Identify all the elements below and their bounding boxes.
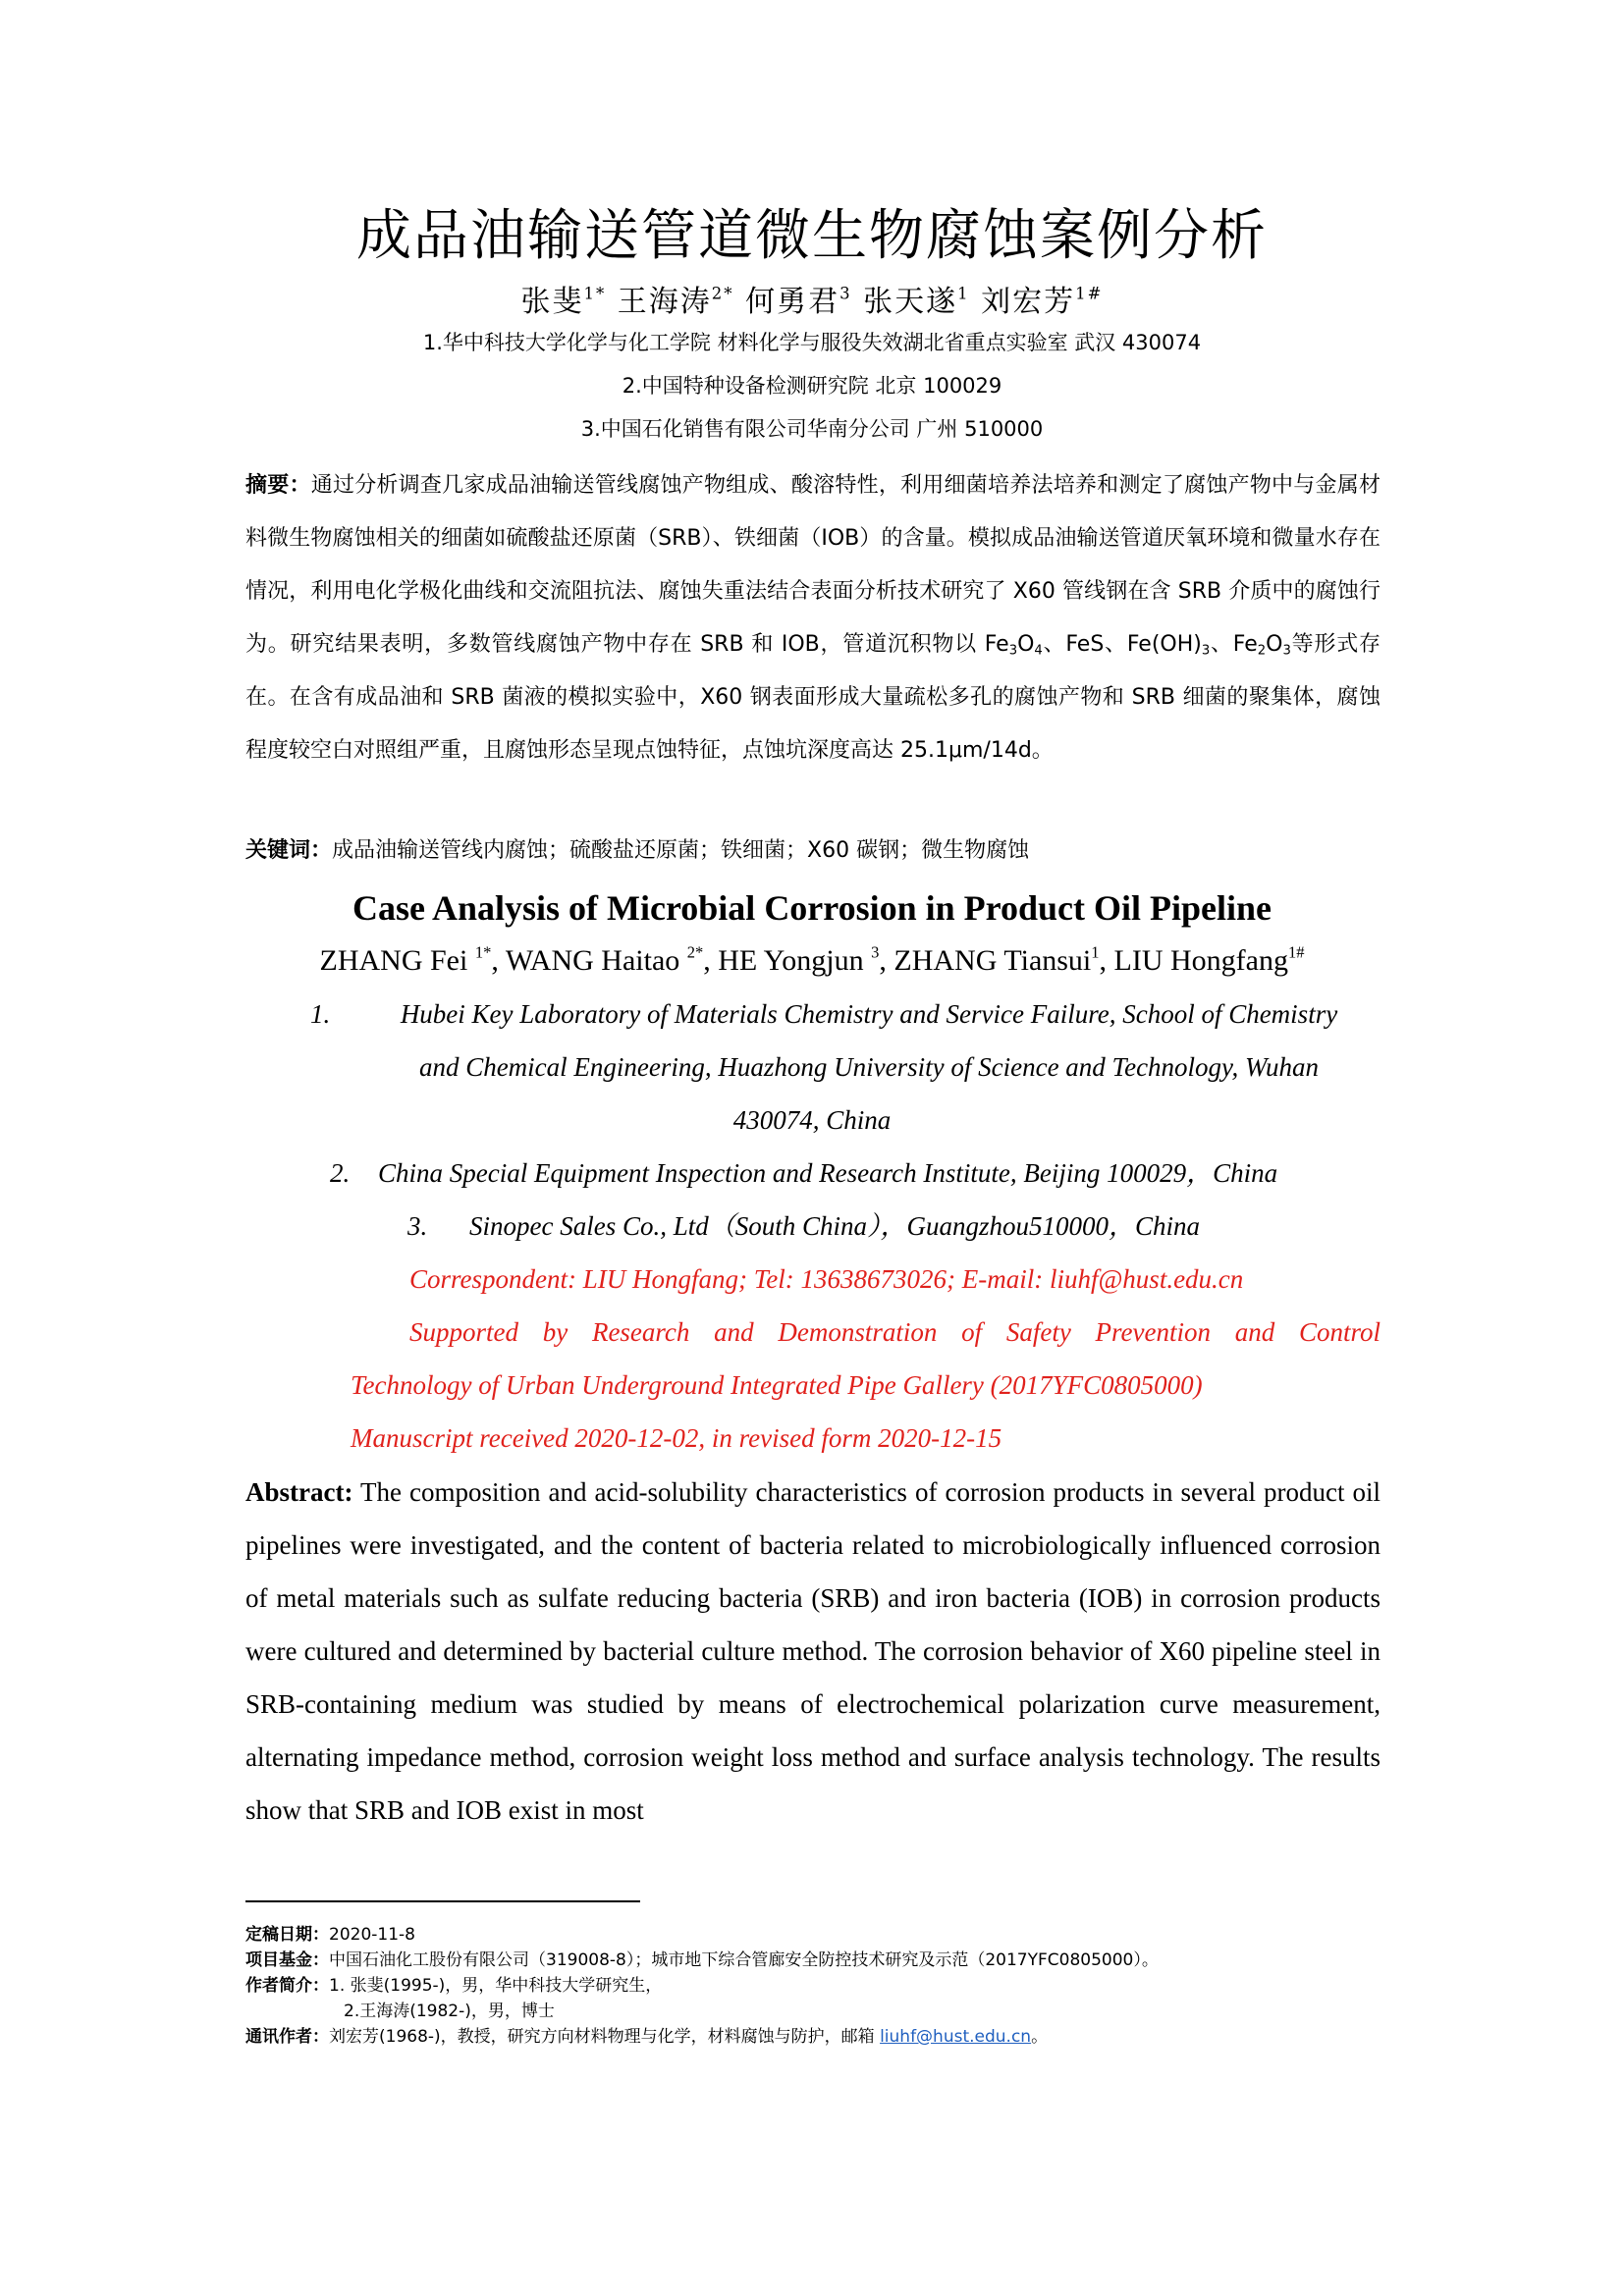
affiliation-en-2: China Special Equipment Inspection and Research Institute, Beijing 100029，China [378,1158,1278,1188]
funding-note-line2: Technology of Urban Underground Integrated Pipe Gallery (2017YFC0805000) [351,1370,1203,1400]
correspondent-note: Correspondent: LIU Hongfang; Tel: 13638673026; E-mail: liuhf@hust.edu.cn [409,1264,1244,1294]
footnote-label: 项目基金： [245,1950,329,1970]
abstract-en-text: The composition and acid-solubility characteristics of corrosion products in several product oil pipelines were investigated, and the content of bacteria related to microbiologically influenced corrosion of metal materials such as sulfate reducing bacteria (SRB) and iron bacteria (IOB) in corrosion products were cultured and determined by bacterial culture method. The corrosion behavior of X60 pipeline steel in SRB-containing medium was studied by means of electrochemical polarization curve measurement, alternating impedance method, corrosion weight loss method and surface analysis technology. The results show that SRB and IOB exist in most [245,1477,1380,1825]
affiliation-en-2-number: 2. [330,1158,351,1188]
separator: , [491,944,506,977]
footnote-value: 2020-11-8 [329,1925,415,1945]
abstract-cn-text: 、FeS、Fe(OH) [1042,632,1202,657]
author-mark: 2* [686,942,704,962]
affiliation-en-1-line2: and Chemical Engineering, Huazhong University of Science and Technology, Wuhan [418,1052,1320,1082]
author-name: 张斐 [520,285,584,319]
author-name: HE Yongjun [718,944,872,977]
manuscript-received-note: Manuscript received 2020-12-02, in revised form 2020-12-15 [351,1423,1002,1453]
footnote-bio-2: 2.王海涛(1982-)，男，博士 [344,2002,555,2021]
author-mark: 2* [711,284,734,303]
author-mark: 1# [1287,942,1305,962]
footnote-value: 刘宏芳(1968-)，教授，研究方向材料物理与化学，材料腐蚀与防护，邮箱 [329,2027,881,2047]
author-mark: 1* [474,942,492,962]
author-mark: 3 [839,284,852,303]
abstract-cn-text: O [1017,632,1035,657]
footnote-label: 通讯作者： [245,2027,329,2047]
subscript: 3 [1282,643,1291,659]
separator: , [879,944,894,977]
email-link[interactable]: liuhf@hust.edu.cn [880,2027,1032,2047]
abstract-cn-text: 等形式存在。在含有成品油和 SRB 菌液的模拟实验中，X60 钢表面形成大量疏松多孔的腐蚀产物和 SRB 细菌的聚集体，腐蚀程度较空白对照组严重，且腐蚀形态呈现点蚀特征，点蚀坑深度高达 25.1μm/14d。 [245,632,1380,763]
footnote-correspondent [245,2024,1380,2050]
keywords-cn-label: 关键词： [245,838,333,863]
footnote-value: 。 [1031,2027,1049,2047]
footnote-label: 定稿日期： [245,1925,329,1945]
footnote-label: 作者简介： [245,1976,329,1996]
footnote-date [245,1922,1380,1948]
abstract-cn [245,459,1380,777]
footnotes [245,1922,1380,2050]
keywords-cn-text: 成品油输送管线内腐蚀；硫酸盐还原菌；铁细菌；X60 碳钢；微生物腐蚀 [332,838,1030,863]
separator: , [1099,944,1114,977]
keywords-cn [245,825,1380,878]
abstract-cn-text: 、Fe [1210,632,1258,657]
author-name: 张天遂 [863,285,958,319]
author-name: WANG Haitao [505,944,687,977]
abstract-cn-label: 摘要： [245,473,311,498]
subscript: 2 [1257,643,1267,659]
footnote-value: 1. 张斐(1995-)，男，华中科技大学研究生， [329,1976,663,1996]
author-list-en [0,934,1624,988]
abstract-en [245,1466,1380,1837]
author-name: 王海涛 [617,285,712,319]
footnote-fund [245,1948,1380,1973]
paper-title-cn: 成品油输送管道微生物腐蚀案例分析 [356,204,1268,268]
author-name: LIU Hongfang [1113,944,1288,977]
abstract-en-label: Abstract: [245,1477,353,1507]
author-mark: 1* [583,284,607,303]
author-mark: 1# [1075,284,1104,303]
affiliation-en-1-line1: Hubei Key Laboratory of Materials Chemistry and Service Failure, School of Chemistry [400,999,1338,1029]
affiliation-en-1-number: 1. [310,999,331,1029]
separator: , [703,944,719,977]
author-name: ZHANG Fei [319,944,475,977]
subscript: 3 [1008,643,1018,659]
author-list-cn [0,283,1624,322]
author-mark: 3 [871,942,880,962]
affiliation-en-1-line3: 430074, China [732,1105,892,1135]
footnote-rule [245,1900,640,1902]
author-name: 何勇君 [745,285,840,319]
affiliation-cn-2: 2.中国特种设备检测研究院 北京 100029 [622,374,1002,398]
paper-title-en: Case Analysis of Microbial Corrosion in Product Oil Pipeline [352,888,1272,928]
author-name: 刘宏芳 [981,285,1076,319]
footnote-bio [245,1973,1380,1999]
author-mark: 1 [957,284,970,303]
affiliation-en-3-number: 3. [407,1211,428,1241]
abstract-cn-text: O [1266,632,1283,657]
subscript: 4 [1034,643,1043,659]
funding-note-line1: Supported by Research and Demonstration of Safety Prevention and Control [409,1317,1380,1347]
subscript: 3 [1201,643,1211,659]
abstract-cn-text: 通过分析调查几家成品油输送管线腐蚀产物组成、酸溶特性，利用细菌培养法培养和测定了腐蚀产物中与金属材料微生物腐蚀相关的细菌如硫酸盐还原菌（SRB）、铁细菌（IOB）的含量。模拟成品油输送管道厌氧环境和微量水存在情况，利用电化学极化曲线和交流阻抗法、腐蚀失重法结合表面分析技术研究了 X60 管线钢在含 SRB 介质中的腐蚀行为。研究结果表明，多数管线腐蚀产物中存在 SRB 和 IOB，管道沉积物以 Fe [245,473,1380,657]
affiliation-en-3: Sinopec Sales Co., Ltd（South China），Guangzhou510000，China [469,1211,1201,1241]
author-mark: 1 [1091,942,1100,962]
author-name: ZHANG Tiansui [893,944,1092,977]
affiliation-cn-3: 3.中国石化销售有限公司华南分公司 广州 510000 [580,417,1044,441]
footnote-value: 中国石油化工股份有限公司（319008-8）；城市地下综合管廊安全防控技术研究及示范（2017YFC0805000）。 [329,1950,1159,1970]
affiliation-cn-1: 1.华中科技大学化学与化工学院 材料化学与服役失效湖北省重点实验室 武汉 430074 [422,331,1202,354]
